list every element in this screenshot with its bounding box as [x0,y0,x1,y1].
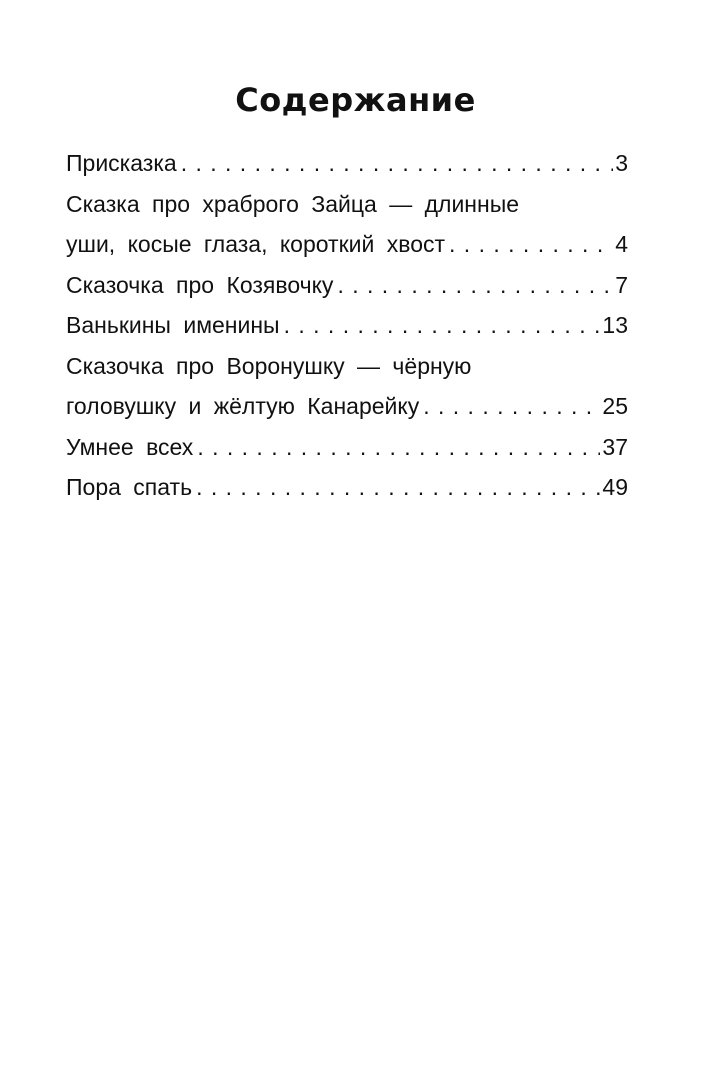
dot-leader [177,143,614,184]
toc-entry [66,386,628,427]
toc-entry-title: Присказка [66,150,177,176]
toc-entry-first-line [66,184,628,225]
dot-leader [333,265,613,306]
toc-entry-page: 37 [602,433,628,460]
toc-entry-title-continued: уши, косые глаза, короткий хвост [66,231,446,257]
toc-entry-page: 7 [615,271,628,298]
toc-entry [66,265,628,306]
dot-leader [280,305,601,346]
toc-entry-page: 3 [615,150,628,176]
toc-entry-title: Сказка про храброго Зайца — длинные [66,190,520,217]
toc-entry-title: Умнее всех [66,433,194,460]
toc-entry [66,427,628,468]
toc-entry-page: 25 [602,393,628,419]
toc-entry-page: 4 [615,231,628,257]
toc-entry-title: Сказочка про Козявочку [66,271,334,298]
table-of-contents [66,143,628,508]
toc-entry-first-line [66,346,628,387]
dot-leader [445,224,613,265]
toc-entry-title-continued: головушку и жёлтую Канарейку [66,393,420,419]
page-title: Содержание [235,81,476,119]
dot-leader [193,427,600,468]
toc-entry [66,467,628,508]
toc-entry-title: Ванькины именины [66,312,280,338]
toc-entry-title: Сказочка про Воронушку — чёрную [66,352,472,379]
toc-entry-title: Пора спать [66,474,193,500]
toc-entry [66,143,628,184]
toc-entry-page: 13 [602,312,628,338]
dot-leader [419,386,600,427]
dot-leader [192,467,600,508]
toc-entry [66,224,628,265]
toc-entry-page: 49 [602,474,628,500]
toc-entry [66,305,628,346]
